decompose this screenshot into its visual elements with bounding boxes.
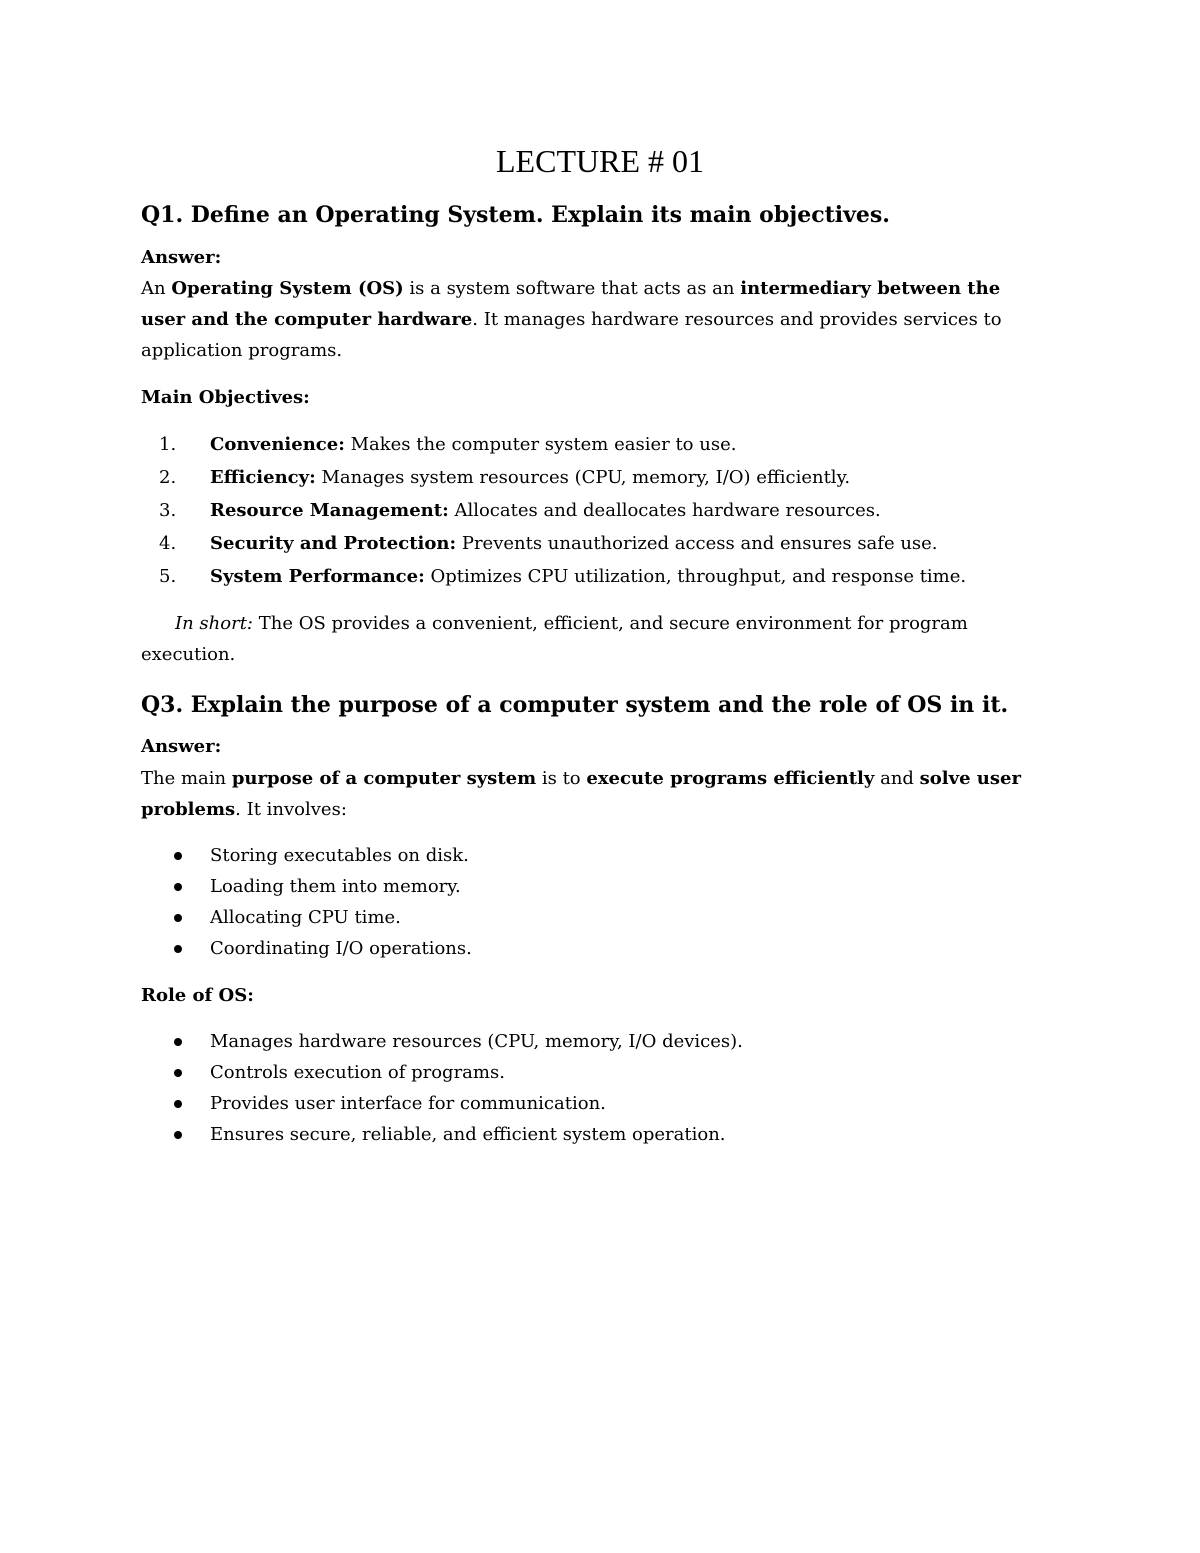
- list-item-text: [210, 494, 881, 527]
- list-item: [0, 1119, 1100, 1150]
- answer-text: . It manages hardware resources and provides services to application programs.: [141, 309, 1002, 361]
- objective-term: System Performance:: [210, 566, 425, 587]
- question-1-heading: Q1. Define an Operating System. Explain its main objectives.: [141, 202, 890, 228]
- list-item-text: [210, 461, 850, 494]
- list-item-text: Manages hardware resources (CPU, memory, I/O devices).: [210, 1031, 743, 1052]
- list-number: 3.: [159, 500, 177, 521]
- list-item-text: Allocating CPU time.: [210, 907, 401, 928]
- objective-description: Manages system resources (CPU, memory, I/O) efficiently.: [315, 467, 851, 488]
- answer-text: . It involves:: [235, 799, 347, 820]
- answer-text: is a system software that acts as an: [403, 278, 741, 299]
- objective-term: Convenience:: [210, 434, 345, 455]
- bullet-icon: [174, 852, 182, 860]
- in-short-label: In short:: [175, 613, 253, 634]
- objective-description: Optimizes CPU utilization, throughput, and response time.: [424, 566, 967, 587]
- list-number: 4.: [159, 533, 177, 554]
- list-item: [0, 933, 1100, 964]
- bullet-icon: [174, 914, 182, 922]
- list-number: 5.: [159, 566, 177, 587]
- bullet-icon: [174, 1100, 182, 1108]
- main-objectives-label: Main Objectives:: [141, 387, 310, 408]
- bullet-icon: [174, 945, 182, 953]
- objective-description: Allocates and deallocates hardware resources.: [448, 500, 881, 521]
- objective-description: Makes the computer system easier to use.: [344, 434, 737, 455]
- list-item: [0, 527, 1100, 560]
- bullet-icon: [174, 1069, 182, 1077]
- answer-bold-term: solve user problems: [141, 768, 1021, 820]
- list-item-text: [210, 560, 966, 593]
- list-item-text: Controls execution of programs.: [210, 1062, 505, 1083]
- list-number: 2.: [159, 467, 177, 488]
- list-item-text: Ensures secure, reliable, and efficient system operation.: [210, 1124, 726, 1145]
- answer-bold-term: Operating System (OS): [171, 278, 404, 299]
- answer-text: and: [874, 768, 920, 789]
- page-title: LECTURE # 01: [496, 143, 704, 179]
- list-item: [0, 1088, 1100, 1119]
- in-short-text: The OS provides a convenient, efficient, and secure environment for program execution.: [141, 613, 968, 665]
- list-item: [0, 1057, 1100, 1088]
- list-number: 1.: [159, 434, 177, 455]
- list-item-text: Provides user interface for communication.: [210, 1093, 606, 1114]
- objective-term: Resource Management:: [210, 500, 449, 521]
- answer-text: The main: [141, 768, 232, 789]
- list-item: [0, 840, 1100, 871]
- list-item-text: Coordinating I/O operations.: [210, 938, 472, 959]
- answer-text: An: [141, 278, 172, 299]
- list-item-text: Loading them into memory.: [210, 876, 461, 897]
- answer-bold-term: intermediary between the user and the computer hardware: [141, 278, 1001, 330]
- list-item: [0, 428, 1100, 461]
- bullet-icon: [174, 883, 182, 891]
- list-item-text: [210, 527, 938, 560]
- list-item: [0, 560, 1100, 593]
- in-short-paragraph: [141, 608, 1041, 670]
- role-of-os-label: Role of OS:: [141, 985, 254, 1006]
- objectives-list: [0, 428, 1100, 593]
- roles-list: [0, 1026, 1100, 1150]
- question-3-answer-label: Answer:: [141, 736, 222, 757]
- question-3-heading: Q3. Explain the purpose of a computer system and the role of OS in it.: [141, 692, 1009, 718]
- list-item: [0, 902, 1100, 933]
- question-3-answer-paragraph: [141, 763, 1041, 825]
- bullet-icon: [174, 1131, 182, 1139]
- answer-bold-term: purpose of a computer system: [231, 768, 537, 789]
- answer-text: is to: [536, 768, 587, 789]
- list-item-text: Storing executables on disk.: [210, 845, 469, 866]
- list-item: [0, 1026, 1100, 1057]
- objective-description: Prevents unauthorized access and ensures safe use.: [456, 533, 938, 554]
- question-1-answer-paragraph: [141, 273, 1041, 366]
- objective-term: Efficiency:: [210, 467, 316, 488]
- list-item: [0, 871, 1100, 902]
- involves-list: [0, 840, 1100, 964]
- answer-bold-term: execute programs efficiently: [586, 768, 875, 789]
- bullet-icon: [174, 1038, 182, 1046]
- list-item-text: [210, 428, 736, 461]
- list-item: [0, 461, 1100, 494]
- objective-term: Security and Protection:: [210, 533, 457, 554]
- list-item: [0, 494, 1100, 527]
- question-1-answer-label: Answer:: [141, 247, 222, 268]
